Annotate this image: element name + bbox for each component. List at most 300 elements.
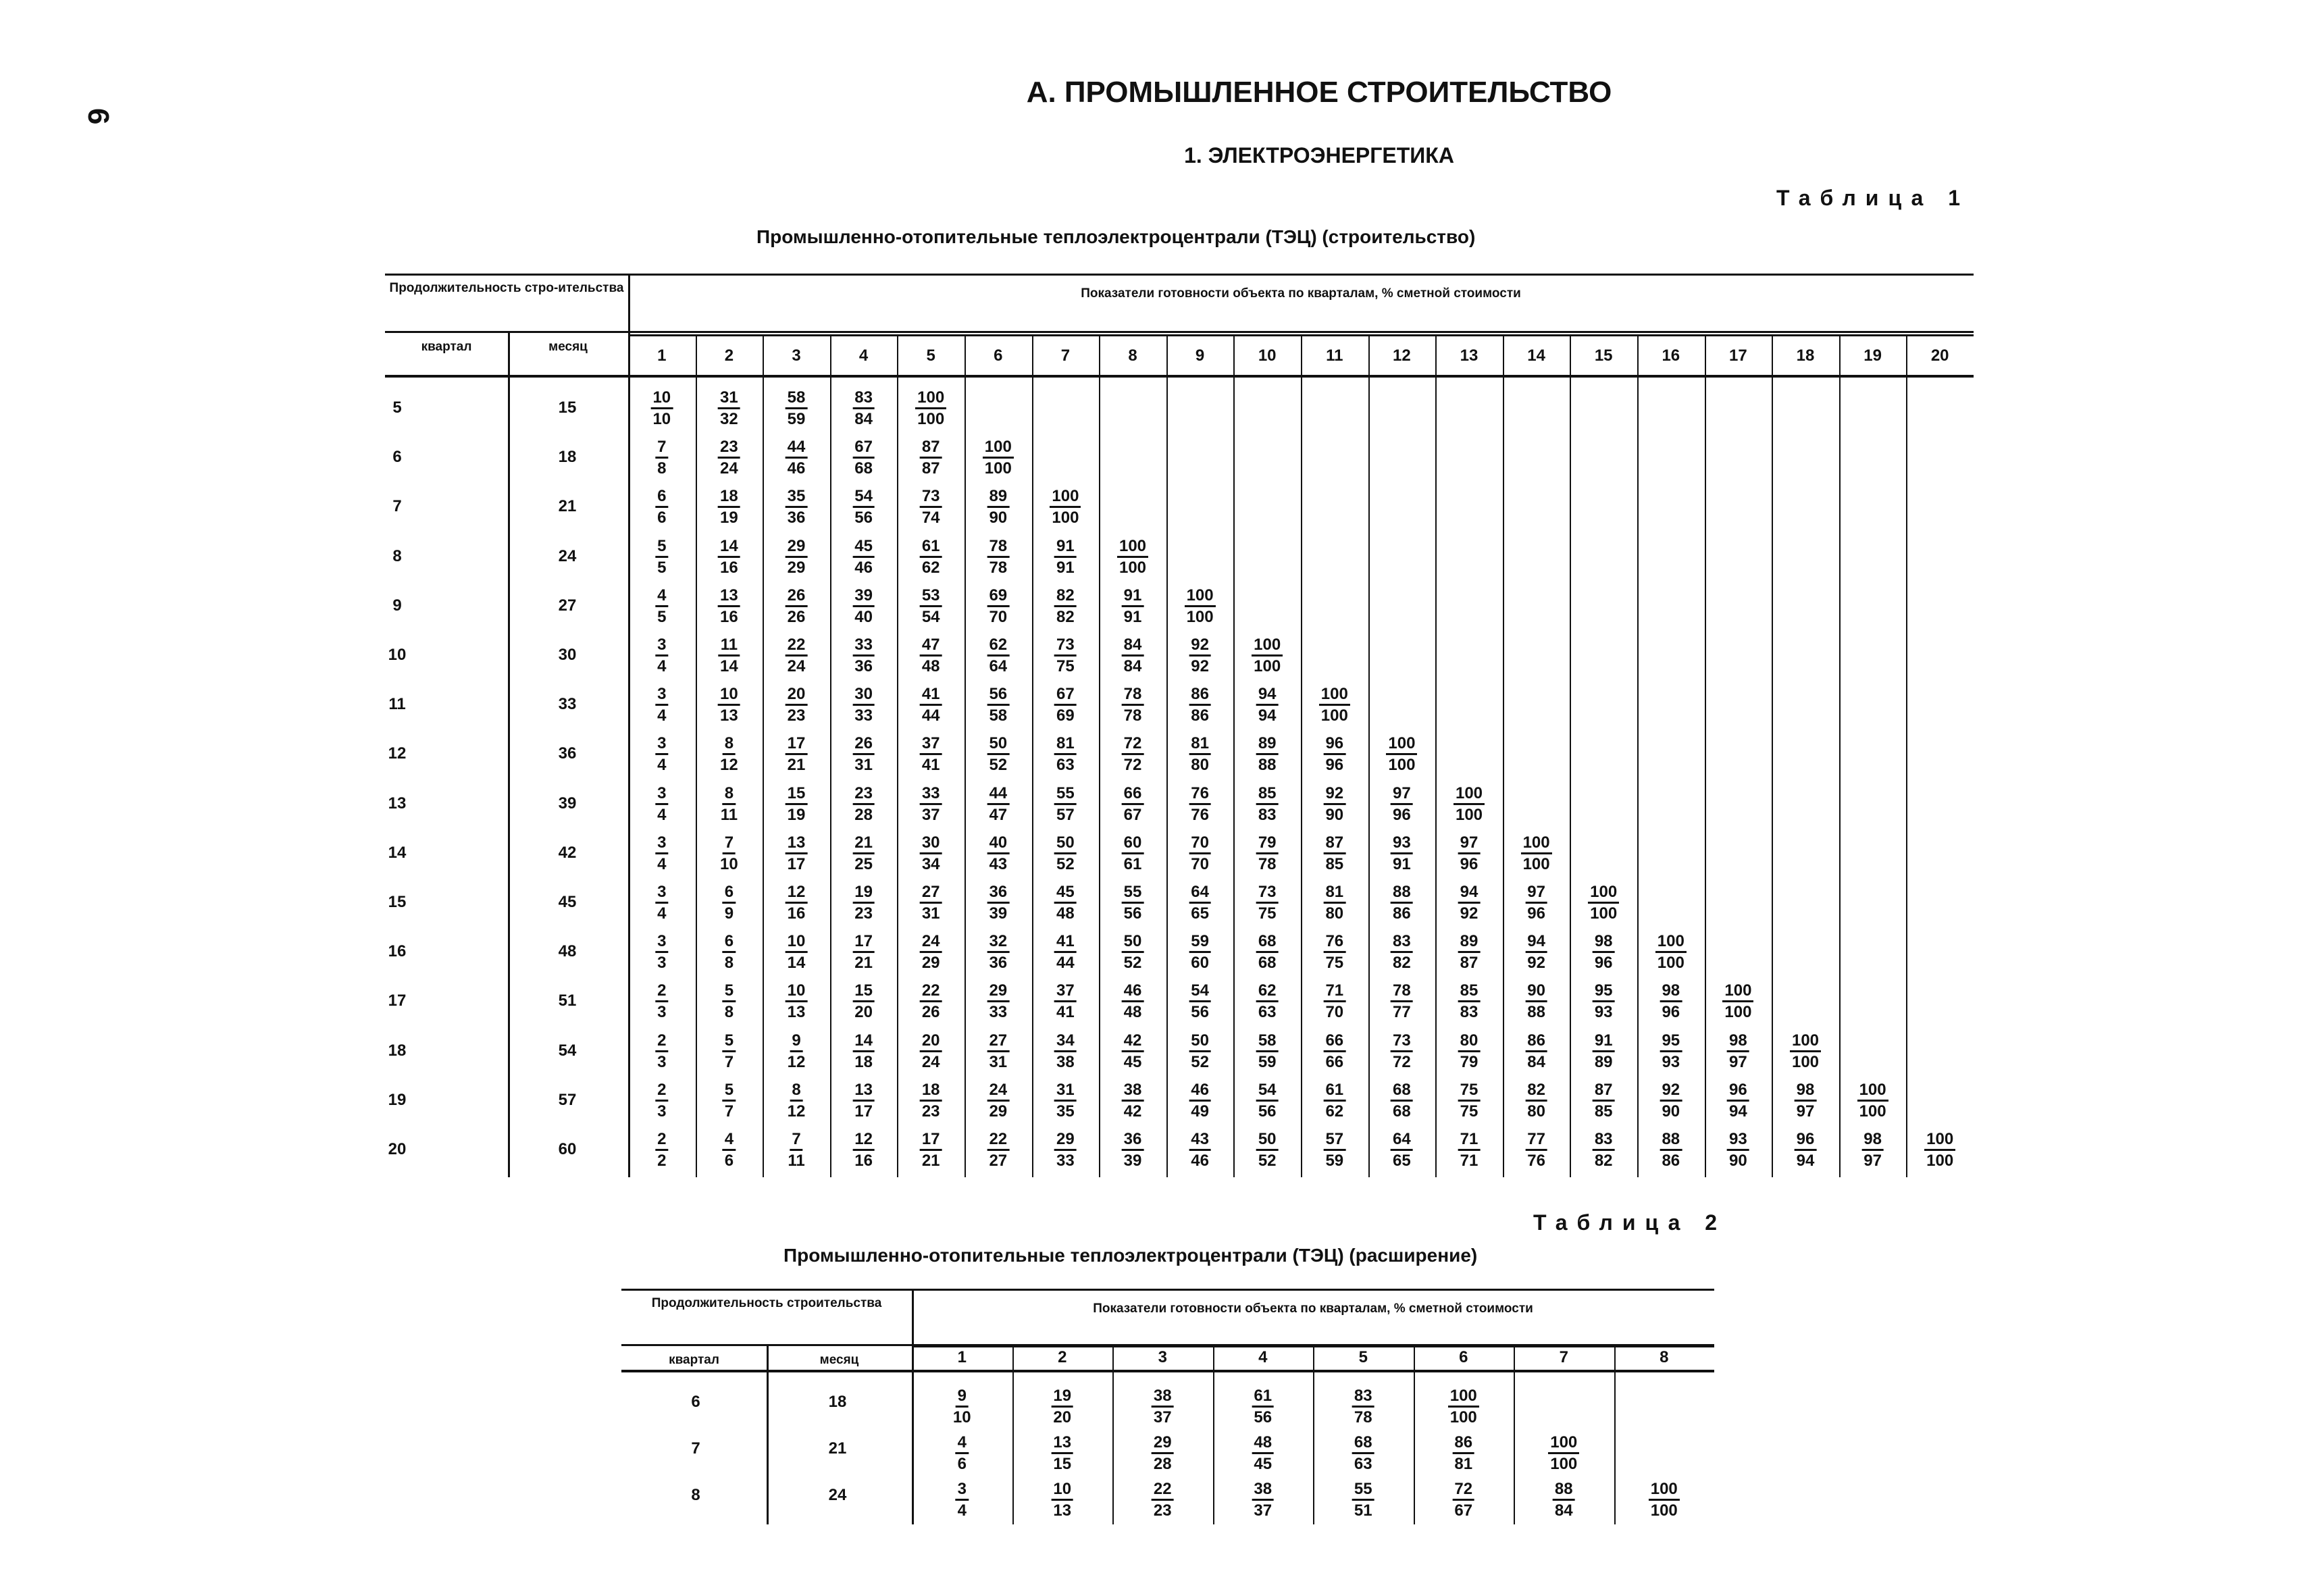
t1-fraction-denominator: 29: [787, 558, 806, 577]
t1-fraction-cell: [852, 636, 875, 675]
t1-fraction-denominator: 97: [1796, 1102, 1815, 1121]
t1-fraction-numerator: 2: [655, 1131, 668, 1151]
t1-fraction-denominator: 19: [787, 805, 806, 824]
t1-fraction-cell: [1588, 883, 1619, 923]
t1-fraction-cell: [1054, 834, 1077, 873]
t1-fraction-numerator: 35: [786, 488, 808, 508]
t1-fraction-cell: [1525, 1032, 1547, 1071]
t2-fraction-numerator: 100: [1649, 1481, 1680, 1501]
t1-fraction-numerator: 85: [1458, 982, 1481, 1002]
t2-fraction-cell: [1152, 1481, 1174, 1520]
t1-fraction-cell: [1454, 785, 1485, 824]
t1-fraction-numerator: 4: [723, 1131, 736, 1151]
t1-fraction-numerator: 14: [718, 538, 740, 558]
t1-fraction-cell: [788, 1081, 806, 1121]
t1-fraction-denominator: 8: [724, 954, 734, 973]
t1-fraction-cell: [915, 389, 946, 428]
t1-fraction-denominator: 12: [787, 1102, 806, 1121]
t2-column-number: 4: [1258, 1348, 1268, 1366]
t1-fraction-denominator: 88: [1258, 756, 1277, 775]
t1-fraction-cell: [1660, 982, 1682, 1021]
t1-fraction-cell: [723, 1131, 736, 1170]
t1-vline-col: [1772, 334, 1773, 1177]
t1-fraction-cell: [1593, 1131, 1615, 1170]
t1-fraction-denominator: 36: [854, 657, 873, 675]
t2-fraction-cell: [1152, 1387, 1174, 1426]
t1-fraction-cell: [852, 785, 875, 824]
t1-vline-col: [696, 334, 697, 1177]
t1-fraction-numerator: 12: [786, 883, 808, 904]
t1-fraction-denominator: 100: [1657, 954, 1685, 973]
t2-fraction-denominator: 51: [1354, 1501, 1372, 1520]
t1-fraction-numerator: 37: [1054, 982, 1077, 1002]
t1-row-month: 24: [558, 546, 577, 565]
t1-fraction-cell: [655, 587, 668, 626]
t1-fraction-numerator: 73: [1391, 1032, 1413, 1052]
t1-fraction-denominator: 90: [1662, 1102, 1680, 1121]
t1-fraction-denominator: 69: [1056, 706, 1075, 725]
t1-fraction-denominator: 3: [657, 1102, 667, 1121]
t1-fraction-cell: [1189, 636, 1211, 675]
t1-fraction-denominator: 19: [720, 509, 738, 527]
t1-fraction-cell: [655, 735, 668, 774]
t2-duration-header: Продолжительность строительства: [651, 1296, 882, 1310]
t1-column-number: 17: [1729, 346, 1747, 365]
t1-fraction-denominator: 44: [1056, 954, 1075, 973]
t2-column-number: 6: [1459, 1348, 1468, 1366]
t2-fraction-denominator: 100: [1550, 1455, 1578, 1473]
t2-row-month: 18: [828, 1393, 847, 1411]
t1-fraction-denominator: 70: [989, 607, 1008, 626]
t1-fraction-cell: [1189, 1032, 1211, 1071]
t1-row-month: 27: [558, 596, 577, 615]
t1-fraction-numerator: 20: [920, 1032, 942, 1052]
t2-fraction-denominator: 63: [1354, 1455, 1372, 1473]
t1-fraction-denominator: 64: [989, 657, 1008, 675]
t1-fraction-denominator: 74: [921, 509, 940, 527]
t1-fraction-denominator: 29: [921, 954, 940, 973]
t2-fraction-denominator: 45: [1254, 1455, 1272, 1473]
t1-fraction-cell: [1122, 636, 1144, 675]
t1-fraction-numerator: 7: [790, 1131, 802, 1151]
t1-fraction-numerator: 95: [1660, 1032, 1682, 1052]
t1-fraction-numerator: 6: [723, 933, 736, 953]
t1-fraction-cell: [655, 785, 668, 824]
t1-fraction-cell: [1122, 883, 1144, 923]
t1-vline-col: [1301, 334, 1302, 1177]
t1-fraction-denominator: 94: [1729, 1102, 1747, 1121]
t1-fraction-numerator: 3: [655, 883, 668, 904]
t1-row-quarter: 19: [388, 1090, 407, 1109]
t1-fraction-numerator: 92: [1660, 1081, 1682, 1102]
t1-fraction-denominator: 36: [989, 954, 1008, 973]
t1-fraction-denominator: 68: [1393, 1102, 1411, 1121]
t1-fraction-cell: [1189, 982, 1211, 1021]
t1-fraction-numerator: 85: [1256, 785, 1279, 805]
t1-fraction-cell: [1458, 982, 1481, 1021]
t1-fraction-cell: [1122, 686, 1144, 725]
t1-fraction-numerator: 100: [1655, 933, 1687, 953]
t1-fraction-denominator: 82: [1056, 607, 1075, 626]
t1-fraction-cell: [1391, 785, 1413, 824]
t2-fraction-numerator: 55: [1352, 1481, 1374, 1501]
t1-fraction-cell: [852, 933, 875, 972]
t1-fraction-denominator: 56: [1258, 1102, 1277, 1121]
t1-fraction-denominator: 14: [720, 657, 738, 675]
t1-fraction-numerator: 22: [920, 982, 942, 1002]
t1-fraction-denominator: 100: [1052, 509, 1079, 527]
t2-fraction-numerator: 48: [1252, 1434, 1274, 1454]
t2-column-number: 8: [1660, 1348, 1669, 1366]
t1-fraction-numerator: 10: [786, 933, 808, 953]
t1-fraction-numerator: 100: [1857, 1081, 1888, 1102]
t1-fraction-numerator: 26: [852, 735, 875, 755]
t1-fraction-denominator: 4: [657, 657, 667, 675]
t1-fraction-denominator: 52: [1056, 854, 1075, 873]
t1-fraction-denominator: 31: [854, 756, 873, 775]
t1-fraction-denominator: 24: [787, 657, 806, 675]
t1-fraction-numerator: 97: [1525, 883, 1547, 904]
t1-fraction-numerator: 50: [987, 735, 1009, 755]
t1-fraction-numerator: 8: [723, 785, 736, 805]
t1-vline-col: [1839, 334, 1841, 1177]
t2-row-month: 21: [828, 1439, 847, 1458]
t1-fraction-denominator: 87: [921, 459, 940, 478]
t1-fraction-numerator: 22: [987, 1131, 1009, 1151]
t1-fraction-cell: [987, 538, 1009, 577]
t1-fraction-denominator: 10: [720, 854, 738, 873]
t1-fraction-numerator: 13: [852, 1081, 875, 1102]
table1-label: Таблица 1: [1776, 186, 1970, 210]
t2-column-number: 5: [1358, 1348, 1368, 1366]
t1-fraction-cell: [655, 538, 668, 577]
t1-fraction-denominator: 78: [1123, 706, 1142, 725]
t1-fraction-denominator: 100: [1590, 904, 1618, 923]
t1-fraction-numerator: 36: [1122, 1131, 1144, 1151]
t1-fraction-numerator: 27: [920, 883, 942, 904]
t1-row-month: 33: [558, 695, 577, 714]
t1-fraction-cell: [1122, 785, 1144, 824]
t1-fraction-numerator: 43: [1189, 1131, 1211, 1151]
t1-row-month: 51: [558, 992, 577, 1010]
t2-fraction-numerator: 29: [1152, 1434, 1174, 1454]
t1-fraction-denominator: 97: [1863, 1152, 1882, 1170]
t1-fraction-numerator: 42: [1122, 1032, 1144, 1052]
t1-fraction-numerator: 94: [1525, 933, 1547, 953]
t1-fraction-denominator: 80: [1325, 904, 1344, 923]
t1-fraction-denominator: 13: [787, 1003, 806, 1022]
t1-fraction-denominator: 16: [720, 558, 738, 577]
t1-fraction-denominator: 100: [984, 459, 1012, 478]
t1-fraction-cell: [723, 982, 736, 1021]
t1-fraction-cell: [1054, 785, 1077, 824]
t1-fraction-numerator: 82: [1054, 587, 1077, 607]
t1-fraction-cell: [852, 735, 875, 774]
t1-fraction-cell: [720, 735, 738, 774]
t2-top-rule: [621, 1289, 1714, 1291]
t1-fraction-cell: [1790, 1032, 1821, 1071]
t2-fraction-cell: [1252, 1434, 1274, 1473]
t1-fraction-cell: [1122, 834, 1144, 873]
t1-fraction-cell: [852, 587, 875, 626]
t1-fraction-numerator: 73: [1256, 883, 1279, 904]
t1-fraction-numerator: 11: [719, 636, 740, 657]
t2-fraction-cell: [956, 1481, 969, 1520]
t1-fraction-numerator: 81: [1054, 735, 1077, 755]
t1-fraction-numerator: 17: [920, 1131, 942, 1151]
t1-fraction-denominator: 84: [854, 410, 873, 428]
t1-fraction-numerator: 79: [1256, 834, 1279, 854]
t1-fraction-numerator: 66: [1323, 1032, 1345, 1052]
t1-fraction-cell: [655, 686, 668, 725]
t1-fraction-numerator: 15: [852, 982, 875, 1002]
t2-month-header: месяц: [819, 1353, 859, 1367]
t1-fraction-denominator: 8: [724, 1003, 734, 1022]
t1-fraction-cell: [1458, 933, 1481, 972]
t1-fraction-cell: [1391, 1032, 1413, 1071]
t1-fraction-numerator: 54: [852, 488, 875, 508]
t1-fraction-cell: [786, 883, 808, 923]
t1-fraction-numerator: 100: [1386, 735, 1417, 755]
t1-fraction-denominator: 21: [854, 954, 873, 973]
t1-fraction-denominator: 52: [1191, 1052, 1209, 1071]
t2-row-quarter: 7: [691, 1439, 700, 1458]
t1-fraction-numerator: 61: [920, 538, 942, 558]
t1-fraction-denominator: 26: [921, 1003, 940, 1022]
t2-fraction-numerator: 10: [1051, 1481, 1073, 1501]
t1-fraction-denominator: 18: [854, 1052, 873, 1071]
table2-title: Промышленно-отопительные теплоэлектроцентрали (ТЭЦ) (расширение): [783, 1245, 1478, 1266]
t1-fraction-numerator: 3: [655, 636, 668, 657]
t1-vline-col: [965, 334, 966, 1177]
t1-fraction-denominator: 76: [1527, 1152, 1545, 1170]
t1-fraction-denominator: 100: [1724, 1003, 1752, 1022]
t1-fraction-cell: [1323, 1032, 1345, 1071]
t1-fraction-denominator: 94: [1796, 1152, 1815, 1170]
t1-fraction-numerator: 67: [852, 438, 875, 459]
t1-fraction-denominator: 42: [1123, 1102, 1142, 1121]
t1-fraction-denominator: 96: [1662, 1003, 1680, 1022]
t1-fraction-denominator: 12: [787, 1052, 806, 1071]
t1-fraction-denominator: 40: [854, 607, 873, 626]
t1-fraction-denominator: 39: [1123, 1152, 1142, 1170]
t1-fraction-denominator: 92: [1191, 657, 1209, 675]
t1-fraction-denominator: 4: [657, 756, 667, 775]
t1-fraction-cell: [1256, 982, 1279, 1021]
t1-fraction-cell: [987, 636, 1009, 675]
t1-fraction-denominator: 96: [1594, 954, 1613, 973]
t1-header-bottom-rule: [385, 375, 1974, 378]
t1-fraction-numerator: 44: [987, 785, 1009, 805]
t1-fraction-denominator: 41: [921, 756, 940, 775]
t1-row-quarter: 9: [392, 596, 402, 615]
t2-fraction-numerator: 38: [1152, 1387, 1174, 1408]
t1-row-quarter: 14: [388, 843, 407, 862]
t1-column-number: 7: [1060, 346, 1071, 365]
t1-fraction-numerator: 100: [1117, 538, 1148, 558]
t1-fraction-denominator: 100: [1254, 657, 1281, 675]
t1-fraction-cell: [920, 488, 942, 527]
t2-fraction-numerator: 3: [956, 1481, 969, 1501]
t1-fraction-denominator: 100: [917, 410, 945, 428]
t1-row-quarter: 18: [388, 1041, 407, 1060]
t1-fraction-numerator: 27: [987, 1032, 1009, 1052]
t1-fraction-denominator: 17: [787, 854, 806, 873]
t1-column-number: 15: [1594, 346, 1613, 365]
t1-fraction-numerator: 41: [1054, 933, 1077, 953]
t2-fraction-cell: [1352, 1434, 1374, 1473]
t1-fraction-numerator: 17: [852, 933, 875, 953]
t1-fraction-denominator: 85: [1325, 854, 1344, 873]
t1-fraction-denominator: 21: [921, 1152, 940, 1170]
t1-fraction-cell: [852, 1081, 875, 1121]
t1-fraction-numerator: 55: [1054, 785, 1077, 805]
t1-fraction-numerator: 89: [1256, 735, 1279, 755]
t1-fraction-cell: [1122, 1131, 1144, 1170]
t1-fraction-denominator: 6: [724, 1152, 734, 1170]
t2-fraction-numerator: 68: [1352, 1434, 1374, 1454]
t1-fraction-numerator: 98: [1861, 1131, 1884, 1151]
t1-fraction-numerator: 91: [1122, 587, 1144, 607]
t1-fraction-denominator: 86: [1393, 904, 1411, 923]
t2-row-quarter: 6: [691, 1393, 700, 1411]
t1-fraction-numerator: 37: [920, 735, 942, 755]
t1-fraction-numerator: 8: [790, 1081, 802, 1102]
t1-fraction-cell: [718, 587, 740, 626]
t1-fraction-numerator: 87: [1323, 834, 1345, 854]
t1-fraction-cell: [1252, 636, 1283, 675]
t1-fraction-numerator: 90: [1525, 982, 1547, 1002]
t1-fraction-numerator: 64: [1189, 883, 1211, 904]
t1-fraction-numerator: 55: [1122, 883, 1144, 904]
t1-row-quarter: 6: [392, 448, 402, 467]
t1-fraction-numerator: 83: [852, 389, 875, 409]
t1-column-number: 11: [1326, 346, 1343, 365]
t1-fraction-numerator: 26: [786, 587, 808, 607]
t2-fraction-denominator: 100: [1449, 1408, 1477, 1426]
t1-fraction-cell: [852, 488, 875, 527]
t1-fraction-cell: [723, 1081, 736, 1121]
t1-fraction-cell: [1189, 686, 1211, 725]
t1-fraction-denominator: 96: [1325, 756, 1344, 775]
t1-fraction-denominator: 24: [720, 459, 738, 478]
t1-fraction-cell: [1525, 1131, 1547, 1170]
t1-vline-col: [1503, 334, 1504, 1177]
t1-fraction-numerator: 89: [987, 488, 1009, 508]
t1-fraction-cell: [655, 1032, 668, 1071]
t1-fraction-cell: [1521, 834, 1552, 873]
t1-fraction-denominator: 25: [854, 854, 873, 873]
t1-fraction-denominator: 76: [1191, 805, 1209, 824]
t1-fraction-cell: [1593, 1081, 1615, 1121]
t1-fraction-numerator: 100: [983, 438, 1014, 459]
t1-fraction-denominator: 31: [921, 904, 940, 923]
t1-fraction-numerator: 58: [786, 389, 808, 409]
t1-fraction-numerator: 89: [1458, 933, 1481, 953]
t1-fraction-cell: [1795, 1081, 1817, 1121]
t1-fraction-denominator: 41: [1056, 1003, 1075, 1022]
t1-vline-col: [1705, 334, 1706, 1177]
t1-row-month: 57: [558, 1090, 577, 1109]
t1-vline-col: [1233, 334, 1235, 1177]
t1-fraction-cell: [723, 1032, 736, 1071]
t1-fraction-numerator: 22: [786, 636, 808, 657]
t1-fraction-denominator: 35: [1056, 1102, 1075, 1121]
t1-fraction-numerator: 100: [1722, 982, 1753, 1002]
t1-fraction-numerator: 95: [1593, 982, 1615, 1002]
t1-fraction-numerator: 100: [1454, 785, 1485, 805]
t1-fraction-cell: [920, 587, 942, 626]
t1-fraction-cell: [786, 834, 808, 873]
t1-fraction-numerator: 87: [920, 438, 942, 459]
t1-fraction-numerator: 47: [920, 636, 942, 657]
t1-fraction-cell: [1189, 735, 1211, 774]
t1-fraction-numerator: 12: [852, 1131, 875, 1151]
table1-title: Промышленно-отопительные теплоэлектроцентрали (ТЭЦ) (строительство): [756, 226, 1476, 247]
t1-fraction-cell: [1655, 933, 1687, 972]
t1-fraction-numerator: 98: [1727, 1032, 1749, 1052]
t1-fraction-cell: [1189, 785, 1211, 824]
t1-fraction-numerator: 20: [786, 686, 808, 706]
t1-fraction-cell: [1323, 735, 1345, 774]
t1-fraction-cell: [1054, 883, 1077, 923]
t1-fraction-numerator: 13: [786, 834, 808, 854]
t1-fraction-cell: [1323, 883, 1345, 923]
t1-fraction-denominator: 23: [921, 1102, 940, 1121]
t1-fraction-numerator: 62: [987, 636, 1009, 657]
t1-fraction-numerator: 33: [920, 785, 942, 805]
t2-readiness-header: Показатели готовности объекта по кварталам, % сметной стоимости: [1093, 1302, 1533, 1316]
t1-row-quarter: 7: [392, 497, 402, 516]
t1-column-number: 4: [858, 346, 869, 365]
t1-fraction-cell: [1054, 686, 1077, 725]
t1-fraction-cell: [1525, 883, 1547, 923]
t2-fraction-cell: [1452, 1481, 1474, 1520]
t1-fraction-denominator: 4: [657, 805, 667, 824]
t2-fraction-cell: [1252, 1481, 1274, 1520]
t1-fraction-denominator: 100: [1320, 706, 1348, 725]
t1-fraction-numerator: 93: [1391, 834, 1413, 854]
t1-fraction-numerator: 59: [1189, 933, 1211, 953]
t1-vline-col: [1906, 334, 1907, 1177]
t2-fraction-cell: [1548, 1434, 1579, 1473]
t1-fraction-cell: [1054, 933, 1077, 972]
t1-vline-col: [830, 334, 831, 1177]
t1-fraction-denominator: 27: [989, 1152, 1008, 1170]
t1-fraction-denominator: 71: [1460, 1152, 1479, 1170]
t2-fraction-numerator: 100: [1548, 1434, 1579, 1454]
t1-fraction-denominator: 38: [1056, 1052, 1075, 1071]
t1-fraction-numerator: 6: [655, 488, 668, 508]
t1-fraction-numerator: 98: [1593, 933, 1615, 953]
t1-fraction-numerator: 18: [718, 488, 740, 508]
t2-header-bottom-rule: [621, 1370, 1714, 1372]
t1-fraction-denominator: 60: [1191, 954, 1209, 973]
t1-vline-data-start: [628, 274, 630, 1177]
t1-fraction-cell: [1054, 636, 1077, 675]
t1-vline-col: [1368, 334, 1370, 1177]
t1-fraction-cell: [1319, 686, 1350, 725]
t1-column-number: 13: [1460, 346, 1479, 365]
t1-fraction-denominator: 75: [1460, 1102, 1479, 1121]
t1-fraction-cell: [655, 438, 668, 478]
t1-fraction-numerator: 91: [1593, 1032, 1615, 1052]
t1-fraction-numerator: 3: [655, 785, 668, 805]
t1-fraction-denominator: 31: [989, 1052, 1008, 1071]
t1-row-quarter: 15: [388, 893, 407, 911]
t2-fraction-cell: [1252, 1387, 1274, 1426]
t1-fraction-cell: [852, 438, 875, 478]
